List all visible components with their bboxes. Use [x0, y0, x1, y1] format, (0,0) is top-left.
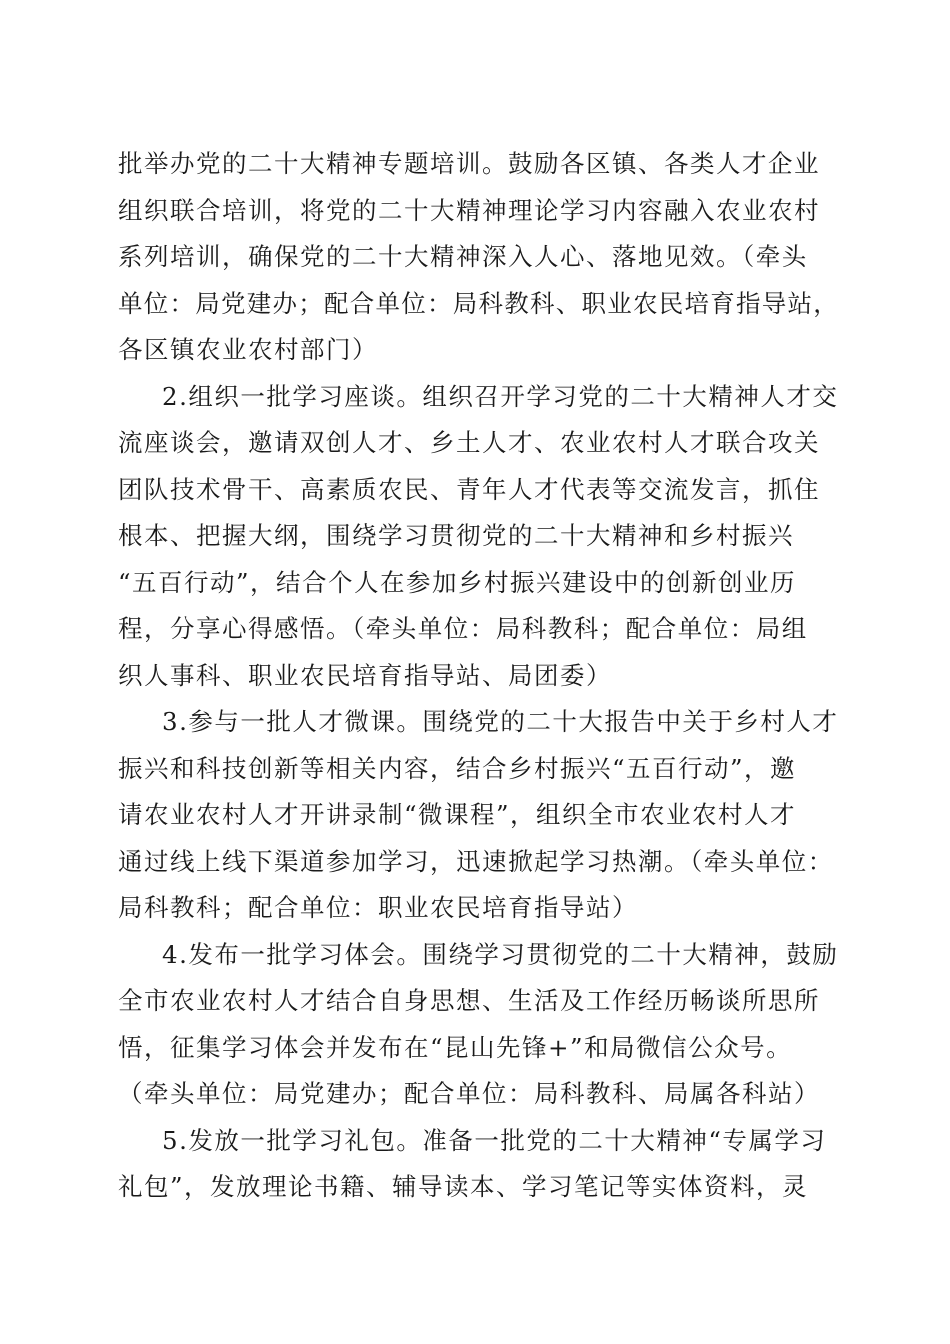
document-body — [118, 141, 838, 1211]
paragraph-start-line: 2.组织一批学习座谈。组织召开学习党的二十大精神人才交 — [162, 381, 839, 411]
text-line: 通过线上线下渠道参加学习，迅速掀起学习热潮。（牵头单位： — [118, 846, 834, 876]
text-line: 流座谈会，邀请双创人才、乡土人才、农业农村人才联合攻关 — [118, 428, 820, 457]
paragraph-start-line: 5.发放一批学习礼包。准备一批党的二十大精神“专属学习 — [162, 1125, 827, 1155]
text-line: 各区镇农业农村部门） — [118, 335, 378, 364]
paragraph-start-line: 4.发布一批学习体会。围绕学习贯彻党的二十大精神，鼓励 — [162, 939, 839, 969]
text-line: 织人事科、职业农民培育指导站、局团委） — [118, 660, 612, 690]
text-line: “五百行动”，结合个人在参加乡村振兴建设中的创新创业历 — [118, 567, 797, 597]
paragraph-start-line: 3.参与一批人才微课。围绕党的二十大报告中关于乡村人才 — [162, 707, 839, 736]
text-line: 全市农业农村人才结合自身思想、生活及工作经历畅谈所思所 — [118, 986, 820, 1015]
text-line: 单位：局党建办；配合单位：局科教科、职业农民培育指导站， — [118, 288, 839, 318]
text-line: 悟，征集学习体会并发布在“昆山先锋+”和局微信公众号。 — [118, 1032, 793, 1062]
text-line: 礼包”，发放理论书籍、辅导读本、学习笔记等实体资料，灵 — [118, 1172, 809, 1201]
text-line: 组织联合培训，将党的二十大精神理论学习内容融入农业农村 — [118, 195, 820, 225]
text-line: （牵头单位：局党建办；配合单位：局科教科、局属各科站） — [118, 1079, 820, 1108]
text-line: 团队技术骨干、高素质农民、青年人才代表等交流发言，抓住 — [118, 474, 820, 504]
text-line: 振兴和科技创新等相关内容，结合乡村振兴“五百行动”，邀 — [118, 753, 797, 783]
text-line: 批举办党的二十大精神专题培训。鼓励各区镇、各类人才企业 — [118, 149, 820, 178]
text-line: 请农业农村人才开讲录制“微课程”，组织全市农业农村人才 — [118, 800, 797, 829]
text-line: 系列培训，确保党的二十大精神深入人心、落地见效。（牵头 — [118, 242, 808, 271]
text-line: 局科教科；配合单位：职业农民培育指导站） — [118, 893, 638, 922]
text-line: 根本、把握大纲，围绕学习贯彻党的二十大精神和乡村振兴 — [118, 521, 794, 550]
text-line: 程，分享心得感悟。（牵头单位：局科教科；配合单位：局组 — [118, 614, 808, 643]
